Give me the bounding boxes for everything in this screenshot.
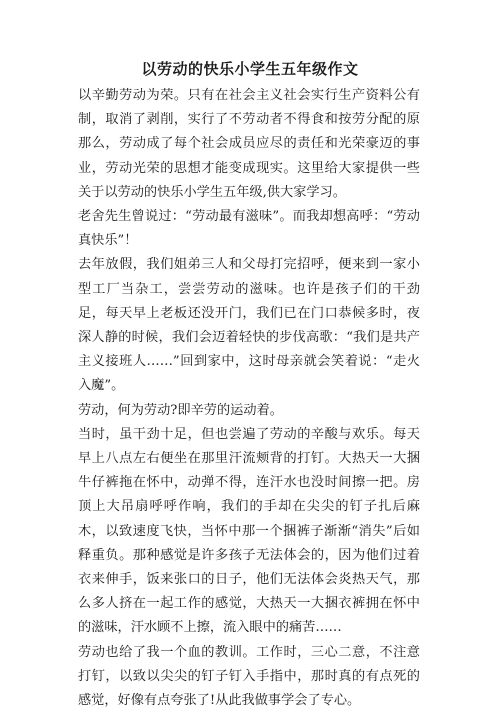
paragraph-definition: 劳动，何为劳动?即辛劳的运动着。 bbox=[78, 402, 283, 418]
paragraph-intro: 以辛勤劳动为荣。只有在社会主义社会实行生产资料公有制，取消了剥削，实行了不劳动者不得食和按劳分配的原那么，劳动成了每个社会成员应尽的责任和光荣豪迈的事业，劳动光荣的思想才能变成现实。这里给大家提供一些关于以劳动的快乐小学生五年级,供大家学习。 bbox=[78, 88, 420, 200]
document-body bbox=[78, 84, 420, 713]
paragraph-vacation: 去年放假，我们姐弟三人和父母打完招呼，便来到一家小型工厂当杂工，尝尝劳动的滋味。也许是孩子们的干劲足，每天早上老板还没开门，我们已在门口恭候多时，夜深人静的时候，我们会迈着轻快的步伐高歌：“我们是共产主义接班人……”回到家中，这时母亲就会笑着说：“走火入魔”。 bbox=[78, 257, 420, 394]
paragraph-quote: 老舍先生曾说过：“劳动最有滋味”。而我却想高呼：“劳动真快乐”！ bbox=[78, 209, 420, 249]
document-title: 以劳动的快乐小学生五年级作文 bbox=[141, 60, 359, 78]
paragraph-work-experience: 当时，虽干劲十足，但也尝遍了劳动的辛酸与欢乐。每天早上八点左右便坐在那里汗流颊背的打钉。大热天一大捆牛仔裤拖在怀中，动弹不得，连汗水也没时间擦一把。房顶上大吊扇呼呼作响，我们的手却在尖尖的钉子扎后麻木，以致速度飞快，当怀中那一个捆裤子渐渐“消失”后如释重负。那种感觉是许多孩子无法体会的，因为他们过着衣来伸手，饭来张口的日子，他们无法体会炎热天气，那么多人挤在一起工作的感觉，大热天一大捆衣裤拥在怀中的滋味，汗水顾不上擦，流入眼中的痛苦…… bbox=[78, 426, 420, 636]
paragraph-lesson: 劳动也给了我一个血的教训。工作时，三心二意，不注意打钉，以致以尖尖的钉子钉入手指中，那时真的有点死的感觉，好像有点夸张了!从此我做事学会了专心。 bbox=[78, 644, 420, 709]
